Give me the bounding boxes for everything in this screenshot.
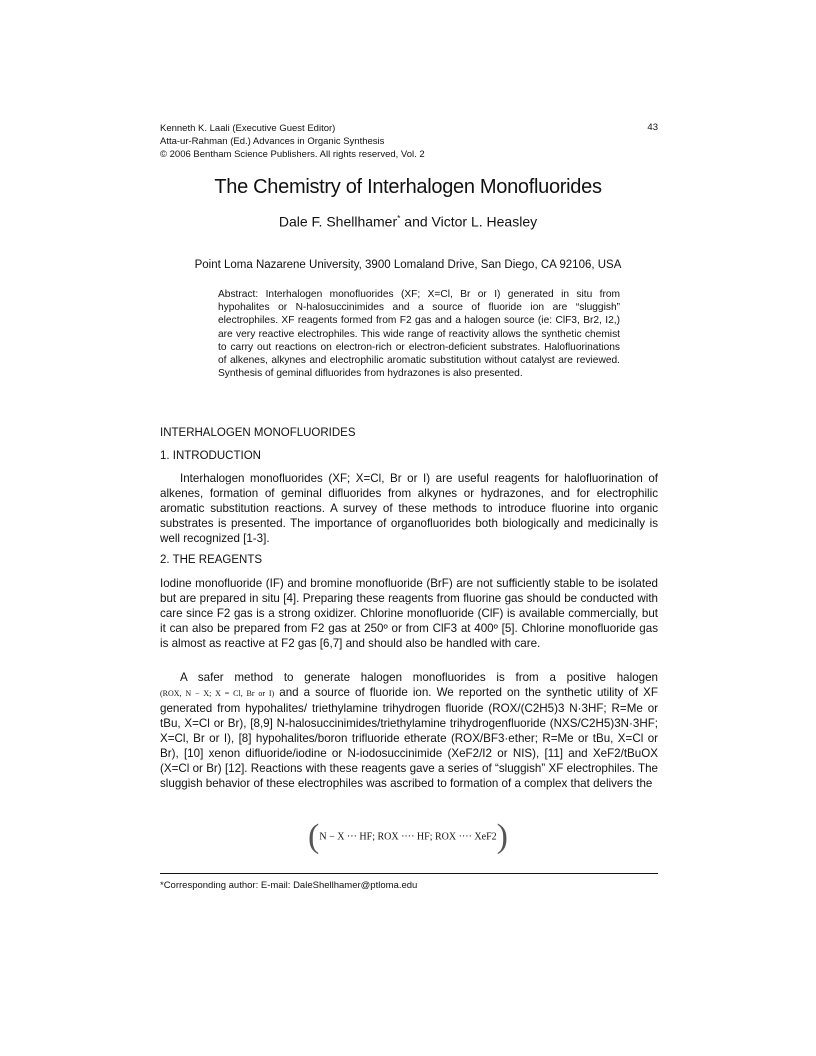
inline-formula: (ROX, N − X; X = Cl, Br or I) bbox=[160, 689, 275, 698]
heading-introduction: 1. INTRODUCTION bbox=[160, 450, 261, 462]
right-paren: ) bbox=[496, 818, 508, 855]
footnote-rule bbox=[160, 873, 658, 874]
header-line: © 2006 Bentham Science Publishers. All rights reserved, Vol. 2 bbox=[160, 149, 425, 160]
paragraph: Interhalogen monofluorides (XF; X=Cl, Br or I) are useful reagents for halofluorination of alkenes, formation of geminal difluorides from alkynes or hydrazones, and for electrophilic aromatic substitution reactions. A survey of these methods to introduce fluorine into organic substrates is presented. The importance of organofluorides both biologically and medicinally is well recognized [1-3]. bbox=[160, 472, 658, 545]
authors bbox=[0, 213, 816, 230]
left-paren: ( bbox=[308, 818, 320, 855]
paper-title: The Chemistry of Interhalogen Monofluorides bbox=[214, 176, 602, 198]
corresponding-mark: * bbox=[397, 213, 401, 223]
abstract-text: Interhalogen monofluorides (XF; X=Cl, Br or I) generated in situ from hypohalites or N-halosuccinimides and a source of fluoride ion are “sluggish” electrophiles. XF reagents formed from F2 gas and a halogen source (ie: ClF3, Br2, I2,) are very reactive electrophiles. This wide range of reactivity allows the synthetic chemist to carry out reactions on electron-rich or electron-deficient substrates. Halofluorinations of alkenes, alkynes and electrophilic aromatic substitution without catalyst are reviewed. Synthesis of geminal difluorides from hydrazones is also presented. bbox=[218, 289, 620, 380]
abstract-label: Abstract: bbox=[218, 289, 259, 300]
paragraph-continued bbox=[160, 685, 658, 791]
affiliation: Point Loma Nazarene University, 3900 Lomaland Drive, San Diego, CA 92106, USA bbox=[194, 259, 622, 271]
formula-text: N − X ··· HF; ROX ···· HF; ROX ···· XeF2 bbox=[319, 831, 497, 843]
author-1: Dale F. Shellhamer bbox=[278, 213, 398, 230]
paragraph: Iodine monofluoride (IF) and bromine monofluoride (BrF) are not sufficiently stable to be isolated but are prepared in situ [4]. Preparing these reagents from fluorine gas should be conducted with care since F2 gas is a strong oxidizer. Chlorine monofluoride (ClF) is available commercially, but it can also be prepared from F2 gas at 250º or from ClF3 at 400º [5]. Chlorine monofluoride gas is almost as reactive at F2 gas [6,7] and should also be handled with care. bbox=[160, 577, 658, 650]
author-2: and Victor L. Heasley bbox=[400, 213, 538, 230]
header-line: Atta-ur-Rahman (Ed.) Advances in Organic Synthesis bbox=[160, 136, 385, 147]
paragraph: A safer method to generate halogen monofluorides is from a positive halogen bbox=[180, 671, 658, 684]
header-line: Kenneth K. Laali (Executive Guest Editor) bbox=[160, 123, 336, 134]
complex-formula bbox=[0, 818, 816, 856]
section-heading: INTERHALOGEN MONOFLUORIDES bbox=[160, 427, 356, 439]
abstract bbox=[218, 288, 620, 380]
running-header bbox=[160, 122, 425, 161]
heading-reagents: 2. THE REAGENTS bbox=[160, 554, 263, 566]
paragraph-text: and a source of fluoride ion. We reported on the synthetic utility of XF generated from hypohalites/ triethylamine trihydrogen fluoride (ROX/(C2H5)3 N·3HF; R=Me or tBu, X=Cl or Br), [8,9] N-halosuccinimides/triethylamine trihydrogenfluoride (NXS/C2H5)3N·3HF; X=Cl, Br or I), [8] hypohalites/boron trifluoride etherate (ROX/BF3·ether; R=Me or tBu, X=Cl or Br), [10] xenon difluoride/iodine or N-iodosuccinimide (XeF2/I2 or NIS), [11] and XeF2/tBuOX (X=Cl or Br) [12]. Reactions with these reagents gave a series of “sluggish” XF electrophiles. The sluggish behavior of these electrophiles was ascribed to formation of a complex that delivers the bbox=[160, 686, 658, 790]
page-number: 43 bbox=[647, 122, 658, 133]
footnote: *Corresponding author: E-mail: DaleShellhamer@ptloma.edu bbox=[160, 880, 418, 891]
